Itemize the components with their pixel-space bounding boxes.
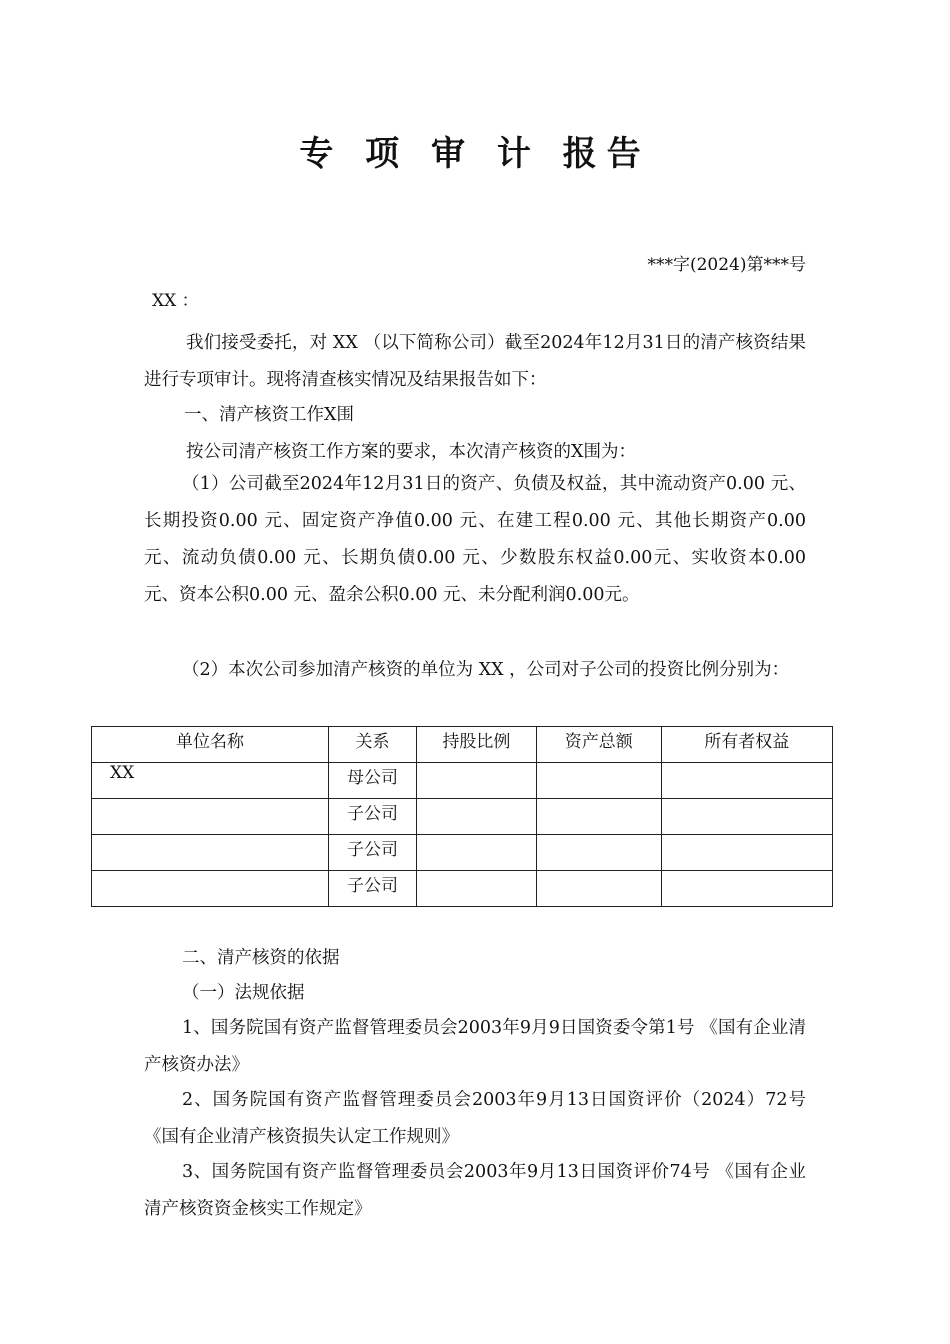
cell-share-ratio bbox=[416, 799, 536, 835]
header-share-ratio: 持股比例 bbox=[416, 727, 536, 763]
cell-total-assets bbox=[536, 835, 661, 871]
cell-owner-equity bbox=[661, 835, 832, 871]
header-relation: 关系 bbox=[329, 727, 417, 763]
basis-item-2: 2、国务院国有资产监督管理委员会2003年9月13日国资评价（2024）72号 《国有企业清产核资损失认定工作规则》 bbox=[144, 1090, 806, 1147]
cell-unit-name bbox=[92, 835, 329, 871]
cell-relation: 子公司 bbox=[329, 799, 417, 835]
cell-relation: 子公司 bbox=[329, 871, 417, 907]
table-row bbox=[92, 871, 833, 907]
scope-item-1: （1）公司截至2024年12月31日的资产、负债及权益，其中流动资产0.00 元、长期投资0.00 元、固定资产净值0.00 元、在建工程0.00 元、其他长期资产0.00 元、流动负债0.00 元、长期负债0.00 元、少数股东权益0.00元、实收资本0.00 元、资本公积0.00 元、盈余公积0.00 元、未分配利润0.00元。 bbox=[144, 474, 806, 605]
header-owner-equity: 所有者权益 bbox=[661, 727, 832, 763]
cell-relation: 子公司 bbox=[329, 835, 417, 871]
cell-total-assets bbox=[536, 763, 661, 799]
cell-unit-name: XX bbox=[92, 763, 329, 799]
table-row bbox=[92, 799, 833, 835]
section-1-lead: 按公司清产核资工作方案的要求，本次清产核资的X围为： bbox=[186, 442, 636, 462]
cell-unit-name bbox=[92, 799, 329, 835]
cell-share-ratio bbox=[416, 763, 536, 799]
section-2-heading: 二、清产核资的依据 bbox=[182, 948, 340, 968]
table-header-row bbox=[92, 727, 833, 763]
document-number: ***字(2024)第***号 bbox=[647, 255, 806, 275]
header-unit-name: 单位名称 bbox=[92, 727, 329, 763]
cell-owner-equity bbox=[661, 763, 832, 799]
cell-total-assets bbox=[536, 799, 661, 835]
cell-total-assets bbox=[536, 871, 661, 907]
section-1-heading: 一、清产核资工作X围 bbox=[184, 405, 354, 425]
cell-share-ratio bbox=[416, 835, 536, 871]
header-total-assets: 资产总额 bbox=[536, 727, 661, 763]
basis-item-1: 1、国务院国有资产监督管理委员会2003年9月9日国资委令第1号 《国有企业清产核资办法》 bbox=[144, 1018, 806, 1075]
cell-share-ratio bbox=[416, 871, 536, 907]
investment-table bbox=[91, 726, 833, 907]
intro-paragraph: 我们接受委托，对 XX （以下简称公司）截至2024年12月31日的清产核资结果进行专项审计。现将清查核实情况及结果报告如下： bbox=[144, 333, 806, 390]
cell-owner-equity bbox=[661, 799, 832, 835]
subsection-1-heading: （一）法规依据 bbox=[182, 983, 305, 1003]
document-title: 专 项 审 计 报告 bbox=[299, 134, 651, 174]
addressee: XX ： bbox=[152, 291, 199, 311]
basis-item-3: 3、国务院国有资产监督管理委员会2003年9月13日国资评价74号 《国有企业清产核资资金核实工作规定》 bbox=[144, 1162, 806, 1219]
cell-unit-name bbox=[92, 871, 329, 907]
table-row bbox=[92, 835, 833, 871]
scope-item-2: （2）本次公司参加清产核资的单位为 XX ，公司对子公司的投资比例分别为： bbox=[182, 660, 790, 680]
cell-owner-equity bbox=[661, 871, 832, 907]
table-row bbox=[92, 763, 833, 799]
cell-relation: 母公司 bbox=[329, 763, 417, 799]
